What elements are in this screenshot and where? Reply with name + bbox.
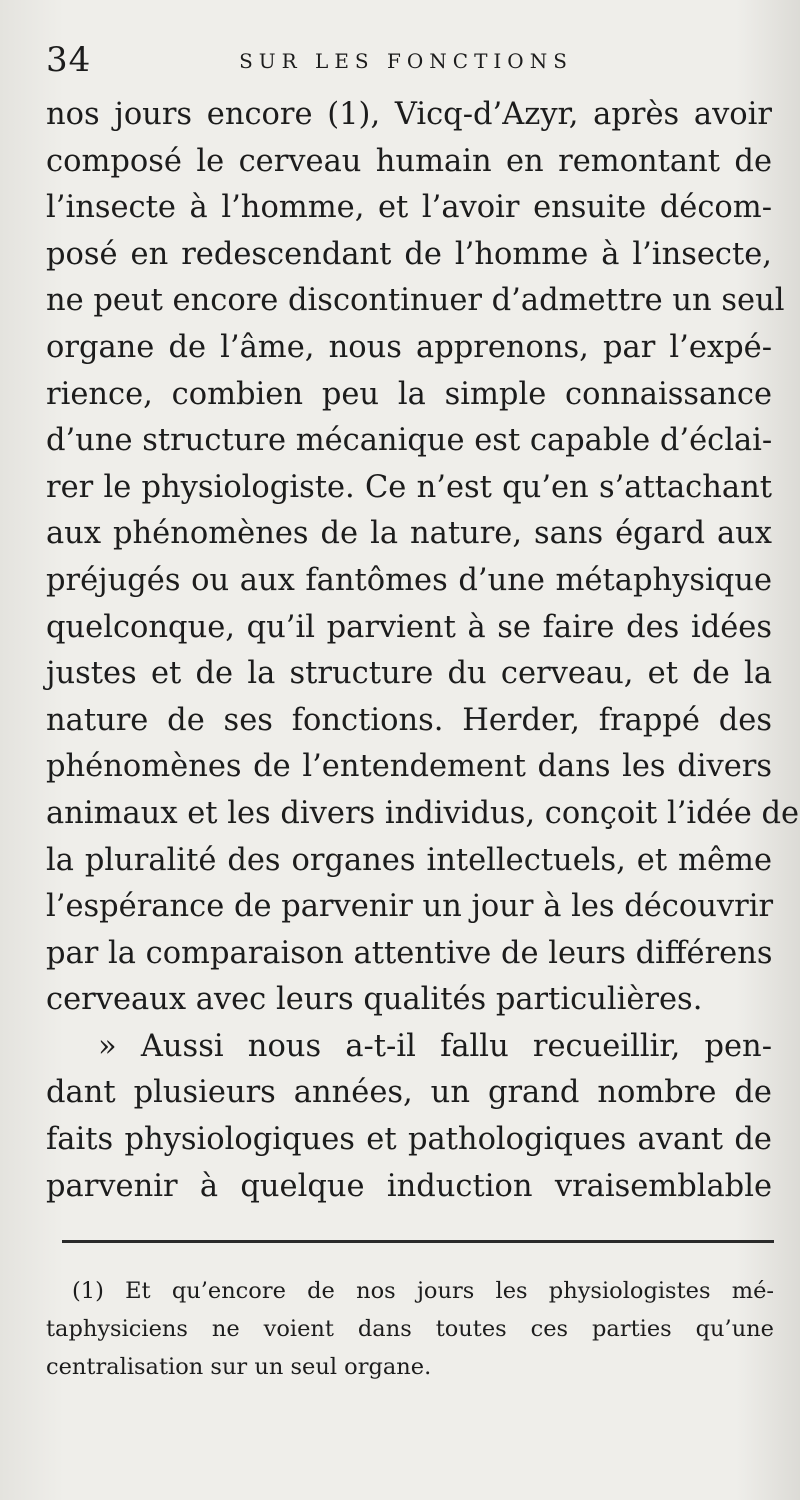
page-number: 34 bbox=[46, 40, 92, 80]
text-line: » Aussi nous a-t-il fallu recueillir, pen- bbox=[98, 1028, 772, 1064]
text-line: organe de l’âme, nous apprenons, par l’expé- bbox=[46, 329, 772, 365]
text-line: dant plusieurs années, un grand nombre de bbox=[46, 1075, 772, 1111]
text-line: préjugés ou aux fantômes d’une métaphysique bbox=[46, 562, 772, 598]
text-line: par la comparaison attentive de leurs différens bbox=[46, 935, 773, 971]
text-line: parvenir à quelque induction vraisemblable bbox=[46, 1168, 772, 1204]
body-text bbox=[46, 92, 800, 1210]
text-line: posé en redescendant de l’homme à l’insecte, bbox=[46, 236, 772, 272]
text-line: rience, combien peu la simple connaissance bbox=[46, 376, 772, 412]
footnote-line: centralisation sur un seul organe. bbox=[46, 1354, 432, 1380]
footnote-rule bbox=[62, 1240, 774, 1243]
text-line: composé le cerveau humain en remontant de bbox=[46, 143, 772, 179]
running-title: SUR LES FONCTIONS bbox=[239, 49, 573, 73]
text-line: animaux et les divers individus, conçoit l’idée de bbox=[46, 795, 800, 831]
text-line: faits physiologiques et pathologiques avant de bbox=[46, 1122, 772, 1158]
text-line: l’espérance de parvenir un jour à les découvrir bbox=[46, 889, 774, 925]
text-line: phénomènes de l’entendement dans les divers bbox=[46, 749, 772, 785]
text-line: justes et de la structure du cerveau, et de la bbox=[46, 656, 772, 692]
text-line: d’une structure mécanique est capable d’éclai- bbox=[46, 423, 773, 459]
text-line: rer le physiologiste. Ce n’est qu’en s’attachant bbox=[46, 469, 772, 505]
footnote-line: (1) Et qu’encore de nos jours les physiologistes mé- bbox=[72, 1278, 774, 1304]
text-line: l’insecte à l’homme, et l’avoir ensuite décom- bbox=[46, 190, 772, 226]
text-line: nos jours encore (1), Vicq-d’Azyr, après avoir bbox=[46, 97, 772, 132]
footnote-line: taphysiciens ne voient dans toutes ces parties qu’une bbox=[46, 1316, 774, 1342]
page-header bbox=[46, 38, 766, 82]
text-line: cerveaux avec leurs qualités particulières. bbox=[46, 982, 703, 1018]
text-line: ne peut encore discontinuer d’admettre un seul bbox=[46, 283, 785, 319]
text-line: la pluralité des organes intellectuels, et même bbox=[46, 842, 772, 878]
text-line: nature de ses fonctions. Herder, frappé des bbox=[46, 702, 772, 738]
footnote bbox=[46, 1272, 774, 1386]
text-line: quelconque, qu’il parvient à se faire des idées bbox=[46, 609, 772, 645]
text-line: aux phénomènes de la nature, sans égard aux bbox=[46, 516, 772, 552]
